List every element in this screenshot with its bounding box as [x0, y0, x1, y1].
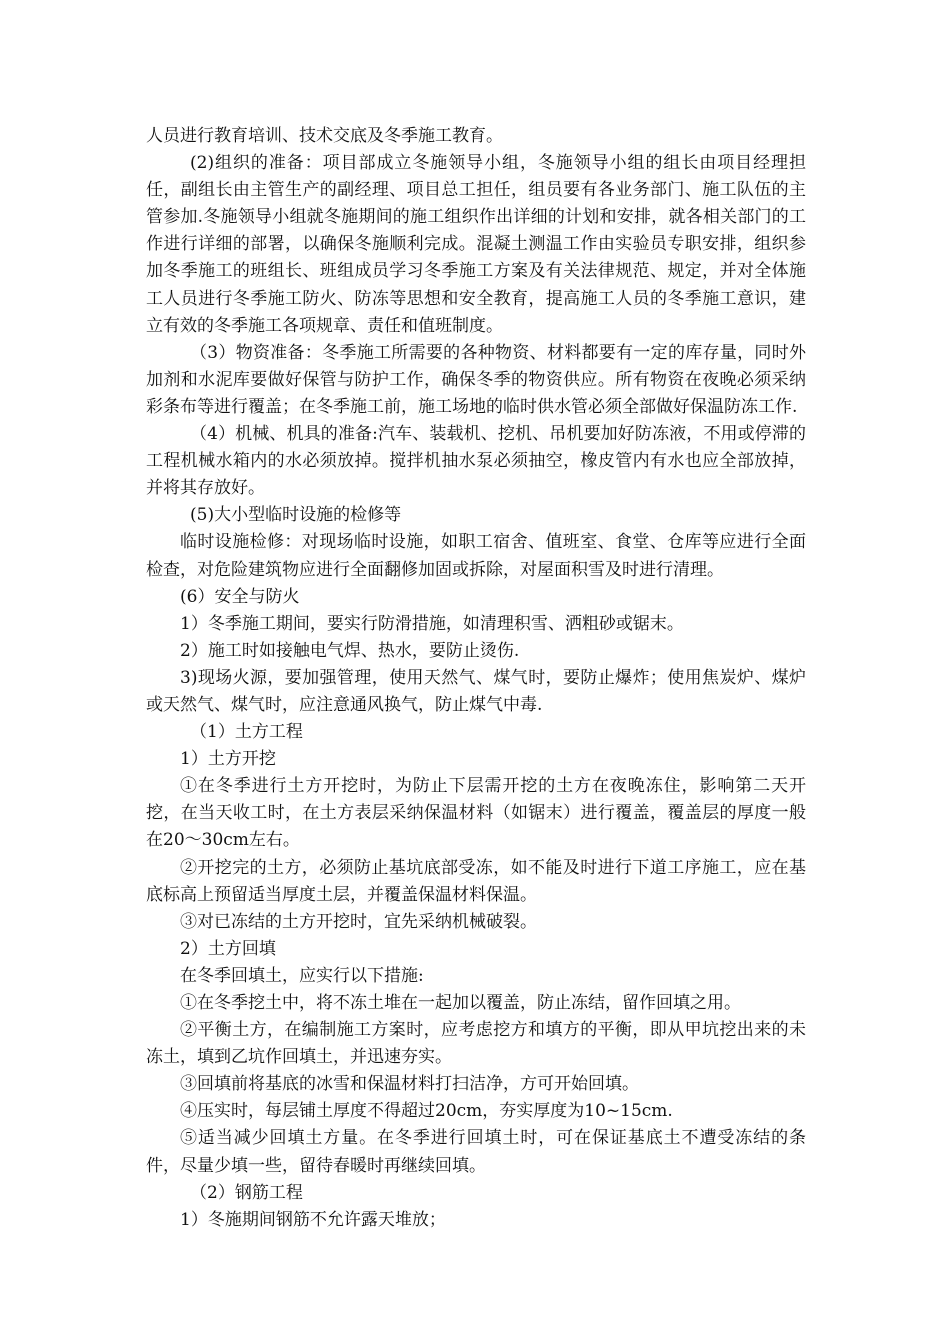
- paragraph: ①在冬季挖土中，将不冻土堆在一起加以覆盖，防止冻结，留作回填之用。: [180, 993, 741, 1013]
- paragraph: （3）物资准备：冬季施工所需要的各种物资、材料都要有一定的库存量，同时外加剂和水泥库要做好保管与防护工作，确保冬季的物资供应。所有物资在夜晚必须采纳彩条布等进行覆盖；在冬季施工前，施工场地的临时供水管必须全部做好保温防冻工作.: [146, 342, 806, 417]
- paragraph: ③回填前将基底的冰雪和保温材料打扫洁净，方可开始回填。: [180, 1074, 639, 1095]
- paragraph: (6）安全与防火: [180, 586, 300, 607]
- paragraph: ①在冬季进行土方开挖时，为防止下层需开挖的土方在夜晚冻住，影响第二天开挖，在当天收工时，在土方表层采纳保温材料（如锯末）进行覆盖，覆盖层的厚度一般在20～30cm左右。: [146, 776, 806, 851]
- paragraph: ⑤适当减少回填土方量。在冬季进行回填土时，可在保证基底土不遭受冻结的条件，尽量少填一些，留待春暖时再继续回填。: [146, 1128, 806, 1176]
- paragraph: ②平衡土方，在编制施工方案时，应考虑挖方和填方的平衡，即从甲坑挖出来的未冻土，填到乙坑作回填土，并迅速夯实。: [146, 1020, 806, 1068]
- paragraph: 1）冬施期间钢筋不允许露天堆放；: [180, 1209, 446, 1230]
- paragraph: （2）钢筋工程: [190, 1182, 303, 1203]
- paragraph: 2）土方回填: [180, 938, 276, 959]
- paragraph: 3)现场火源，要加强管理，使用天然气、煤气时，要防止爆炸；使用焦炭炉、煤炉或天然气、煤气时，应注意通风换气，防止煤气中毒.: [146, 667, 806, 715]
- paragraph: ③对已冻结的土方开挖时，宜先采纳机械破裂。: [180, 911, 537, 932]
- document-body: [146, 123, 806, 1234]
- paragraph: (2)组织的准备：项目部成立冬施领导小组，冬施领导小组的组长由项目经理担任，副组长由主管生产的副经理、项目总工担任，组员要有各业务部门、施工队伍的主管参加.冬施领导小组就冬施期间的施工组织作出详细的计划和安排，就各相关部门的工作进行详细的部署，以确保冬施顺利完成。混凝土测温工作由实验员专职安排，组织参加冬季施工的班组长、班组成员学习冬季施工方案及有关法律规范、规定，并对全体施工人员进行冬季施工防火、防冻等思想和安全教育，提高施工人员的冬季施工意识，建立有效的冬季施工各项规章、责任和值班制度。: [146, 153, 806, 336]
- paragraph: 1）土方开挖: [180, 749, 276, 770]
- paragraph: 临时设施检修：对现场临时设施，如职工宿舍、值班室、食堂、仓库等应进行全面检查，对危险建筑物应进行全面翻修加固或拆除，对屋面积雪及时进行清理。: [146, 532, 806, 580]
- paragraph: 1）冬季施工期间，要实行防滑措施，如清理积雪、洒粗砂或锯末。: [180, 613, 684, 634]
- paragraph: （1）土方工程: [190, 722, 303, 743]
- paragraph: (5)大小型临时设施的检修等: [190, 505, 402, 526]
- paragraph: ②开挖完的土方，必须防止基坑底部受冻，如不能及时进行下道工序施工，应在基底标高上预留适当厚度土层，并覆盖保温材料保温。: [146, 857, 806, 905]
- paragraph: 在冬季回填土，应实行以下措施:: [180, 965, 424, 986]
- paragraph: ④压实时，每层铺土厚度不得超过20cm，夯实厚度为10~15cm.: [180, 1101, 673, 1122]
- paragraph: 人员进行教育培训、技术交底及冬季施工教育。: [146, 126, 503, 146]
- paragraph: （4）机械、机具的准备:汽车、装载机、挖机、吊机要加好防冻液，不用或停滞的工程机械水箱内的水必须放掉。搅拌机抽水泵必须抽空，橡皮管内有水也应全部放掉，并将其存放好。: [146, 424, 806, 499]
- paragraph: 2）施工时如接触电气焊、热水，要防止烫伤.: [180, 640, 520, 661]
